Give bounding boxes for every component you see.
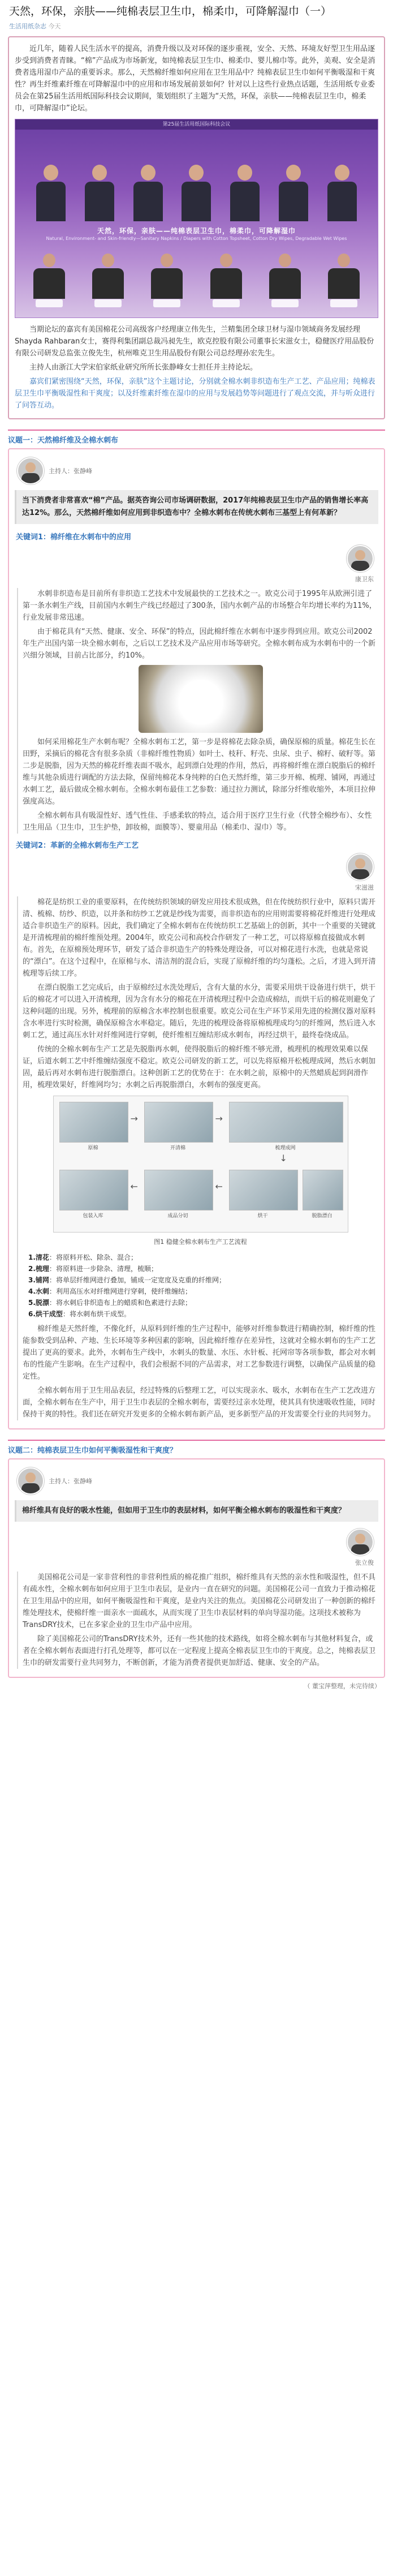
process-steps-list — [28, 1252, 378, 1320]
answer-paragraph: 全棉水刺布具有吸湿性好、透气性佳、手感柔软的特点，适合用于医疗卫生行业（代替全棉纱布）、女性卫生用品（卫生巾，卫生护垫，卸妆棉，面膜等）、婴童用品（棉柔巾、湿巾）等。 — [23, 812, 372, 832]
panelists-photo — [27, 142, 366, 221]
step-item: 1.清花：将原料开松、除杂、混合； — [28, 1253, 137, 1261]
forum-photo-top — [15, 119, 378, 130]
seated-panelist — [209, 254, 243, 307]
flow-photo — [144, 1170, 213, 1210]
flow-label: 梳理成网 — [275, 1145, 296, 1151]
step-item: 3.铺网：将单层纤维网进行叠加，铺成一定宽度及克重的纤维网； — [28, 1276, 226, 1284]
step-item: 2.梳理：将原料进一步除杂、清理，梳顺； — [28, 1265, 158, 1273]
answer-paragraph: 在漂白脱脂工艺完成后，由于原棉经过水洗处理后，含有大量的水分，需要采用烘干设备进行烘干，烘干后的棉花才可以进入开清梳理，因为含有水分的棉花在开清梳理过程中会造成棉结，而烘干后的棉花则避免了这种问题的出现。另外，梳理前的原棉含水率控制也很重要。欧克公司在生产环节采用先进的检测仪器对原料含水率进行实时检测，确保原棉含水率稳定。随后，先进的梳理设备将原棉梳理成均匀的纤维网，然后进入水刺工艺，通过高压水针对纤维网进行穿刺，使纤维相互缠结形成水刺布，再经过烘干，最终卷绕成品。 — [23, 984, 376, 1040]
flow-label: 脱脂漂白 — [312, 1213, 332, 1219]
section1-header — [8, 430, 385, 445]
flow-label: 成品分切 — [167, 1213, 188, 1219]
flow-photo — [229, 1102, 343, 1143]
guest-name: 康卫东 — [355, 576, 374, 583]
answer-2 — [17, 896, 378, 1420]
flow-label: 原棉 — [88, 1145, 98, 1151]
guest-name: 张立俊 — [355, 1559, 374, 1566]
arrow-left-icon: ← — [130, 1181, 138, 1192]
answer-paragraph: 如何采用棉花生产水刺布呢？全棉水刺布工艺，第一步是将棉花去除杂质，确保原棉的质量。棉花生长在田野，采摘后的棉花含有很多杂质（非棉纤维性物质）如叶土、枝秆、籽壳、虫尿、虫子、棉籽、破籽等。第二步是脱脂，因为天然的棉花纤维表面不吸水，起到漂白处理的作用，然后，再将棉纤维在漂白脱脂后的棉纤维与其他杂质进行调配的方法去除，保留纯棉花本身纯粹的白色天然纤维，第三步开棉、梳理、铺网，再通过水刺工艺，最后做成全棉水刺布。全棉水刺布最佳工艺参数：通过拉力测试，除部分纤维收缩外，本项目拉伸强度高达。 — [23, 738, 376, 806]
host-row — [17, 1467, 378, 1495]
flow-label: 烘干 — [257, 1213, 268, 1219]
panelist-figure — [36, 165, 66, 221]
cotton-boll-image — [139, 665, 263, 733]
answer-3 — [17, 1572, 378, 1669]
seated-panelist — [32, 254, 66, 307]
answer-paragraph: 棉纤维是天然纤维，不像化纤，从原料到纤维的生产过程中，能够对纤维参数进行精确控制，棉纤维的性能参数受到品种、产地、生长环境等多种因素的影响，因此棉纤维存在差异性，这就对全棉水刺布的生产工艺提出了更高的要求。此外，水刺布生产线中，水刺头的数量、水压、水针板、托网帘等各项参数，都会对水刺布的性能产生影响。在生产过程中，我们会根据不同的产品需求，对工艺参数进行调整，以确保产品质量的稳定性。 — [23, 1325, 376, 1381]
seated-panelist — [91, 254, 125, 307]
panelist-figure — [182, 165, 211, 221]
guest-avatar — [347, 853, 374, 881]
figure-caption: 图1 稳健全棉水刺布生产工艺流程 — [154, 1238, 247, 1246]
panelist-figure — [327, 165, 357, 221]
flow-photo — [303, 1170, 343, 1210]
guest-1 — [15, 545, 374, 583]
intro-box — [8, 36, 385, 419]
article-title: 天然，环保，亲肤——纯棉表层卫生巾，棉柔巾，可降解湿巾（一） — [9, 5, 332, 18]
guest-avatar — [347, 1529, 374, 1556]
keyword-1: 关键词1：棉纤维在水刺布中的应用 — [16, 533, 132, 542]
step-item: 5.脱漂：将水刺后非织造布上的蜡质和色素进行去除； — [28, 1299, 192, 1307]
host-row — [17, 457, 378, 484]
host-label: 主持人：张静峰 — [49, 467, 92, 475]
flow-photo — [59, 1102, 128, 1143]
section1-box — [8, 448, 385, 1429]
section2-title: 议题二：纯棉表层卫生巾如何平衡吸湿性和干爽度？ — [8, 1446, 178, 1455]
forum-subtitle: Natural, Environment- and Skin-friendly—Sanitary Napkins / Diapers with Cotton Topsheet, Cotton Dry Wipes, Degradable Wet Wipes — [46, 236, 347, 241]
publish-time: 今天 — [48, 23, 61, 30]
panelist-figure — [230, 165, 260, 221]
guest-avatar — [347, 545, 374, 572]
seated-panelist — [268, 254, 302, 307]
guest-3 — [15, 1529, 374, 1567]
host-avatar — [17, 1467, 44, 1495]
forum-photo — [15, 119, 378, 318]
footer-credit: （ 董宝萍整理，未完待续） — [304, 1682, 381, 1690]
section2-header — [8, 1440, 385, 1455]
flow-photo — [229, 1170, 298, 1210]
answer-paragraph: 水刺非织造布是目前所有非织造工艺技术中发展最快的工艺技术之一。欧克公司于1995年从欧洲引进了第一条水刺生产线，目前国内水刺生产线已经超过了300条，国内水刺产品的市场整合年均增长率约为11%，行业发展非常迅速。 — [23, 590, 377, 622]
answer-paragraph: 由于棉花具有“天然、健康、安全、环保”的特点，因此棉纤维在水刺布中逐步得到应用。欧克公司2002年生产出国内第一块全棉水刺布，之后以工艺技术及产品应用市场等研究。全棉水刺布成为水刺布中的一个新兴细分领域，目前占比部分，约10%。 — [23, 628, 376, 660]
keyword-2: 关键词2：革新的全棉水刺布生产工艺 — [16, 842, 139, 850]
guest-2 — [15, 853, 374, 892]
host-avatar — [17, 457, 44, 484]
flow-label: 开清棉 — [170, 1145, 185, 1151]
intro-paragraph-2: 当期论坛的嘉宾有美国棉花公司高级客户经理康立伟先生，兰精集团全球卫材与湿巾领域商务发展经理Shayda Rahbaran女士，赛得利集团副总裁冯昶先生，欧克控股有限公司董事长宋滋女士，稳健医疗用品股份有限公司研发总监张立俊先生，杭州唯克卫生用品股份有限公司总经理孙宏先生。 — [15, 325, 374, 358]
answer-paragraph: 传统的全棉水刺布生产工艺是先脱脂再水刺，使得脱脂后的棉纤维不够光滑，梳理机的梳理效果难以保证，后道水刺工艺中纤维缠结强度不稳定。欧克公司研发的新工艺，可以先将原棉开松梳理成网，然后水刺加固，最后再对水刺布进行脱脂漂白。这种创新工艺的优势在于：在水刺之前，原棉中的天然蜡质起到润滑作用，梳理效果好，纤维网均匀；水刺之后再脱脂漂白，水刺布的强度更高。 — [23, 1045, 376, 1089]
arrow-down-icon: ↓ — [279, 1153, 287, 1164]
seated-panelist — [327, 254, 361, 307]
seated-panelist — [150, 254, 184, 307]
flow-label: 包装入库 — [83, 1213, 103, 1219]
question-box: 当下消费者非常喜欢“棉”产品。据英咨询公司市场调研数据，2017年纯棉表层卫生巾产品的销售增长率高达12%。那么，天然棉纤维如何应用到非织造布中？全棉水刺布在传统水刺布三基型上有何革新？ — [15, 490, 378, 524]
answer-paragraph: 除了美国棉花公司的TransDRY技术外，还有一些其他的技术路线，如将全棉水刺布与其他材料复合，或者在全棉水刺布表面进行打孔处理等，都可以在一定程度上提高全棉表层卫生巾的干爽度。总之，纯棉表层卫生巾的研发需要行业共同努力，不断创新，才能为消费者提供更加舒适、健康、安全的产品。 — [23, 1635, 376, 1667]
source-link[interactable]: 生活用纸杂志 — [9, 23, 46, 30]
section1-title: 议题一：天然棉纤维及全棉水刺布 — [8, 436, 119, 445]
arrow-right-icon: → — [130, 1113, 138, 1124]
guest-name: 宋滋滋 — [355, 884, 374, 891]
host-label: 主持人：张静峰 — [49, 1478, 92, 1485]
step-item: 6.烘干成型：将水刺布烘干成型。 — [28, 1310, 131, 1318]
step-item: 4.水刺：利用高压水对纤维网进行穿刺，使纤维缠结； — [28, 1287, 192, 1295]
answer-paragraph: 全棉水刺布用于卫生用品表层，经过特殊的后整理工艺，可以实现亲水、吸水，水刺布在生产工艺改进方面，全棉水刺布在生产中，用于卫生巾表层的全棉水刺布，需要经过亲水处理，使其具有快速吸收性能，同时保持干爽的特性。我们还在研究开发更多的全棉水刺布新产品，更多新型产品的开发需要全行业的共同努力。 — [23, 1386, 376, 1419]
answer-paragraph: 美国棉花公司是一家非营利性的非营利性质的棉花推广组织，棉纤维具有天然的亲水性和吸湿性，但不具有疏水性，全棉水刺布如何应用于卫生巾表层，是业内一直在研究的问题。美国棉花公司一直致力于推动棉花在卫生用品中的应用，如何平衡吸湿性和干爽度，是业内关注的焦点。美国棉花公司研发出了一种创新的棉纤维处理技术，使棉纤维一面亲水一面疏水，从而实现了卫生巾表层材料的单向导湿功能。这项技术被称为TransDRY技术，已在多家企业的卫生巾产品中应用。 — [23, 1573, 376, 1629]
forum-title: 天然，环保，亲肤——纯棉表层卫生巾，棉柔巾，可降解湿巾 — [97, 227, 296, 235]
panelist-figure — [133, 165, 163, 221]
panelist-figure — [85, 165, 114, 221]
flow-photo — [59, 1170, 128, 1210]
question-box: 棉纤维具有良好的吸水性能，但如用于卫生巾的表层材料，如何平衡全棉水刺布的吸湿性和干爽度？ — [15, 1500, 378, 1522]
arrow-left-icon: ← — [215, 1181, 223, 1192]
answer-1 — [17, 588, 378, 834]
arrow-right-icon: → — [215, 1113, 223, 1124]
intro-paragraph-3: 主持人由浙江大学宋伯家纸业研究所所长张静峰女士担任并主持论坛。 — [29, 363, 258, 372]
intro-paragraph-4: 嘉宾们紧密围绕“天然，环保，亲肤”这个主题讨论，分别就全棉水刺非织造布生产工艺、产品应用；纯棉表层卫生巾平衡吸湿性和干爽度；以及纤维素纤维在湿巾的应用与发展趋势等问题进行了观点交流，并与听众进行了问答互动。 — [15, 377, 375, 410]
section2-box — [8, 1458, 385, 1678]
article-meta — [9, 22, 384, 31]
panelist-figure — [279, 165, 308, 221]
forum-photo-top-text: 第25届生活用纸国际科技会议 — [162, 122, 231, 127]
intro-paragraph-1: 近几年，随着人民生活水平的提高，消费升级以及对环保的逐步重视，安全、天然、环境友好型卫生用品逐步受到消费者青睐。“棉”产品成为市场新宠，如纯棉表层卫生巾、棉柔巾、婴儿棉巾等。此外，美观、安全是消费者选用湿巾产品的重要诉求。那么，天然棉纤维如何应用在卫生用品中？纯棉表层卫生巾如何平衡吸湿和干爽性？再生纤维素纤维在可降解湿巾中的应用和市场发展前景如何？针对以上这些行业热点话题，生活用纸专业委员会在第25届生活用纸国际科技会议期间，策划组织了主题为“天然，环保，亲肤——纯棉表层卫生巾，棉柔巾，可降解湿巾”论坛。 — [15, 45, 375, 113]
seated-panel-photo — [32, 251, 361, 307]
flow-photo — [144, 1102, 213, 1143]
answer-paragraph: 棉花是纺织工业的重要原料，在传统纺织领域的研发应用技术很成熟，但在传统纺织行业中，原料只需开清、梳棉、纺纱、织造，以并条和纺纱工艺就是纱线为需要，而非织造布的应用则需要将棉花纤维进行处理成适合非织造生产的原料。因此，我们确定了全棉水刺布在传统纺织工艺基础上的创新，其中一个重要的关键就是开清梳理前的棉纤维预处理。2004年，欧克公司和高校合作研发了一种工艺，可以将原棉直接做成水刺布。首先，在原棉预处理环节，研发了适合非织造生产的特殊处理设备，可以对棉花进行水洗，也就是常说的“漂白”。在这个过程中，在原棉与水、清洁剂的混合后，实现了原棉纤维的均匀蓬松。之后，才进入到开清梳理等后续工序。 — [23, 898, 376, 978]
process-flow-figure — [53, 1096, 348, 1233]
